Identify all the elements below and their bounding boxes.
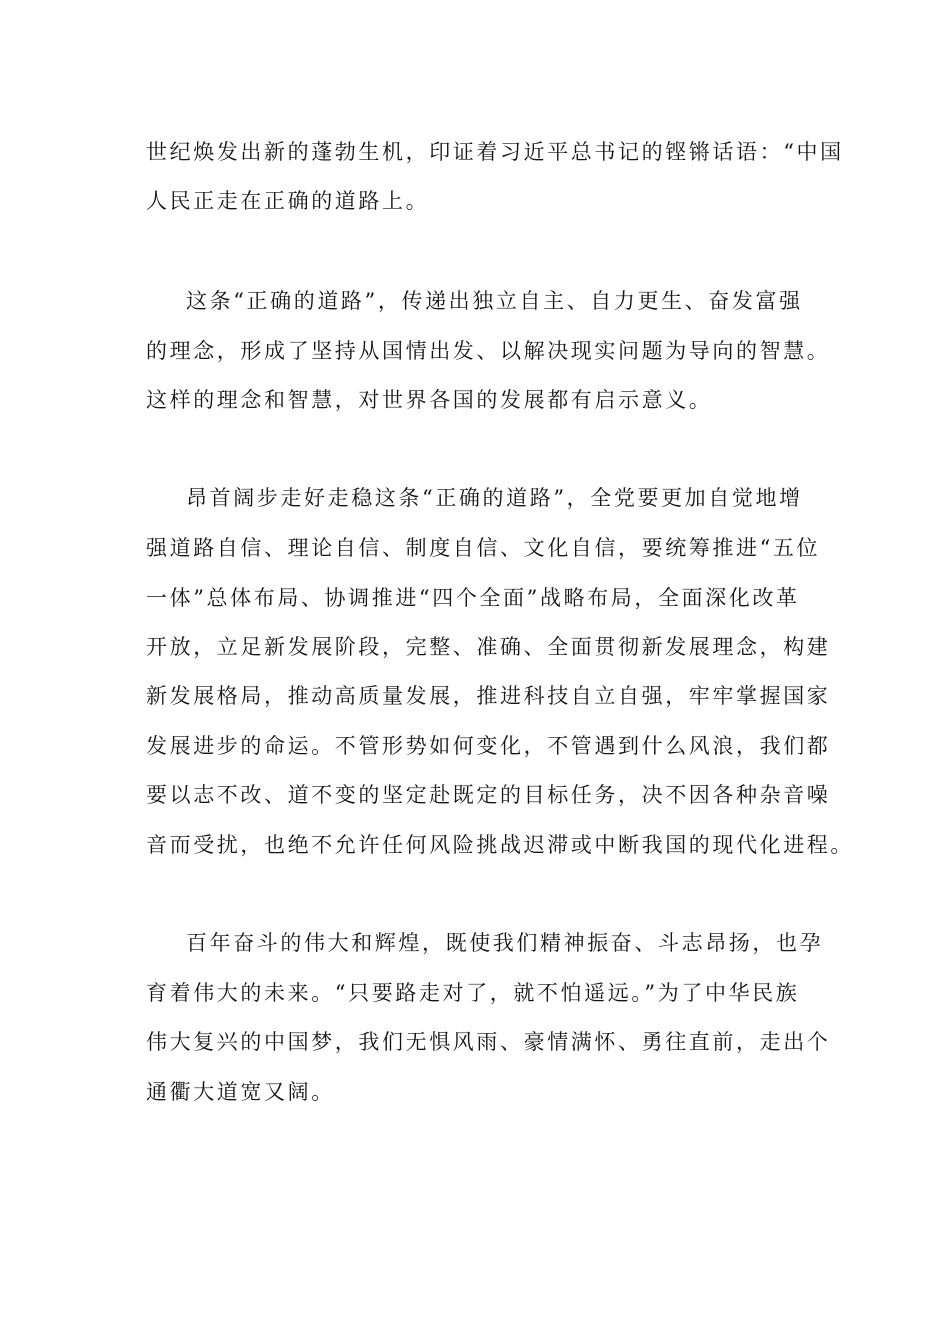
text-line: 开放，立足新发展阶段，完整、准确、全面贯彻新发展理念，构建: [146, 635, 831, 659]
text-line: 育着伟大的未来。“只要路走对了，就不怕遥远。”为了中华民族: [146, 981, 800, 1005]
text-line: 音而受扰，也绝不允许任何风险挑战迟滞或中断我国的现代化进程。: [146, 833, 854, 857]
text-line: 要以志不改、道不变的坚定赴既定的目标任务，决不因各种杂音噪: [146, 783, 831, 807]
text-line: 强道路自信、理论自信、制度自信、文化自信，要统筹推进“五位: [146, 536, 821, 560]
text-line: 这条“正确的道路”，传递出独立自主、自力更生、奋发富强: [186, 289, 803, 313]
text-line: 通衢大道宽又阔。: [146, 1080, 335, 1104]
text-line: 这样的理念和智慧，对世界各国的发展都有启示意义。: [146, 388, 713, 412]
text-line: 世纪焕发出新的蓬勃生机，印证着习近平总书记的铿锵话语：“中国: [146, 140, 844, 164]
text-line: 新发展格局，推动高质量发展，推进科技自立自强，牢牢掌握国家: [146, 684, 831, 708]
text-line: 发展进步的命运。不管形势如何变化，不管遇到什么风浪，我们都: [146, 734, 831, 758]
text-line: 一体”总体布局、协调推进“四个全面”战略布局，全面深化改革: [146, 586, 800, 610]
text-line: 昂首阔步走好走稳这条“正确的道路”，全党要更加自觉地增: [186, 486, 803, 510]
text-line: 伟大复兴的中国梦，我们无惧风雨、豪情满怀、勇往直前，走出个: [146, 1030, 831, 1054]
text-line: 的理念，形成了坚持从国情出发、以解决现实问题为导向的智慧。: [146, 339, 831, 363]
text-line: 人民正走在正确的道路上。: [146, 189, 430, 213]
text-line: 百年奋斗的伟大和辉煌，既使我们精神振奋、斗志昂扬，也孕: [186, 931, 824, 955]
